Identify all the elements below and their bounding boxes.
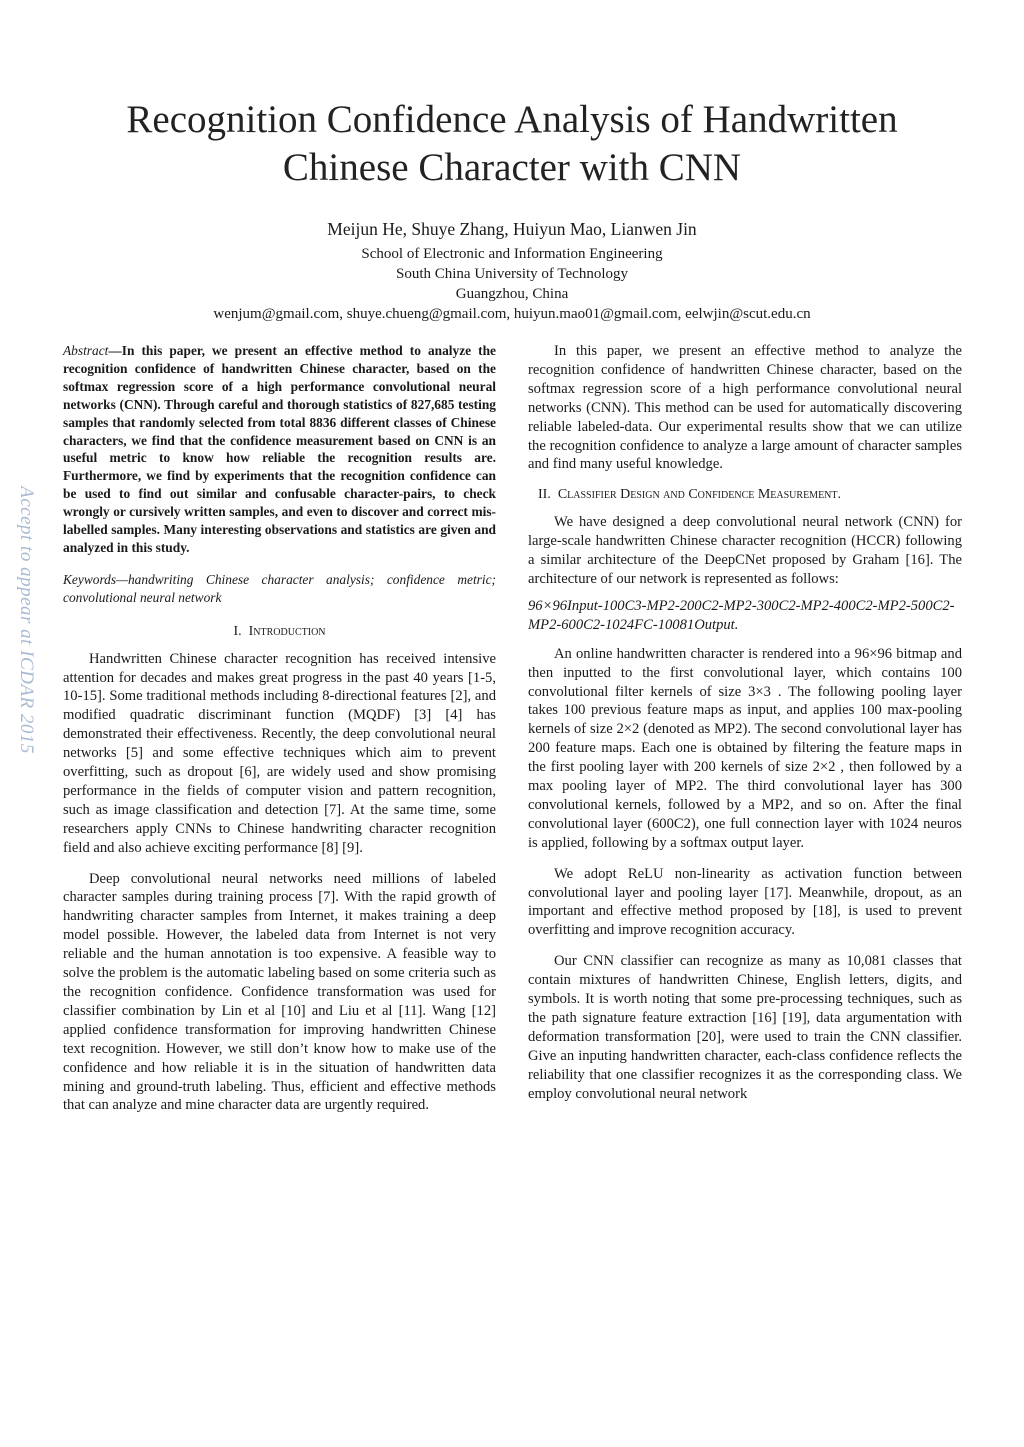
affiliation-block [0,244,1024,324]
affiliation-school: School of Electronic and Information Engineering [361,246,663,262]
right-column [528,342,962,1104]
intro-paragraph-3: In this paper, we present an effective method to analyze the recognition confidence of handwritten Chinese character, based on the softmax regression score of a high performance convolutional neural networks (CNN). This method can be used for automatically discovering reliable labeled-data. Our experimental results show that we can utilize the recognition confidence to analyze a large amount of character samples and find many useful knowledge. [528,343,962,473]
title-line-1: Recognition Confidence Analysis of Handwritten [126,98,898,141]
abstract-text: —In this paper, we present an effective method to analyze the recognition confidence of handwritten Chinese character, based on the softmax regression score of a high performance convolutional neural networks (CNN). Through careful and thorough statistics of 827,685 testing samples that randomly selected from total 8836 different classes of Chinese characters, we find that the confidence measurement based on CNN is an useful metric to know how reliable the recognition results are. Furthermore, we find by experiments that the recognition confidence can be used to find out similar and confusable character-pairs, to check wrongly or cursively written samples, and even to discover and correct mis-labelled samples. Many interesting observations and statistics are given and analyzed in this study. [63,343,496,555]
keywords: Keywords—handwriting Chinese character analysis; confidence metric; convolutional neural network [63,571,496,605]
title-line-2: Chinese Character with CNN [282,146,742,189]
intro-paragraph-2: Deep convolutional neural networks need millions of labeled character samples during training process [7]. With the rapid growth of handwriting character samples from Internet, it makes training a deep model possible. However, the labeled data from Internet is not very reliable and the human annotation is too expensive. A feasible way to solve the problem is the automatic labeling based on some criteria such as the recognition confidence. Confidence transformation was used for classifier combination by Lin et al [10] and Liu et al [11]. Wang [12] applied confidence transformation for improving handwritten Chinese text recognition. However, we still don’t know how to make use of the confidence and how reliable it is in the situation of handwritten data mining and ground-truth labeling. Thus, efficient and effective methods that can analyze and mine character data are urgently required. [63,870,496,1114]
section-title: Introduction [248,623,326,639]
intro-paragraph-1: Handwritten Chinese character recognition has received intensive attention for decades and makes great progress in the past 40 years [1-5, 10-15]. Some traditional methods including 8-directional features [2], and modified quadratic discriminant function (MQDF) [3] [4] has demonstrated their effectiveness. Recently, the deep convolutional neural networks [5] and some effective techniques which aim to prevent overfitting, such as dropout [6], are widely used and show promising performance in the fields of computer vision and pattern recognition, such as image classification and detection [7]. At the same time, some researchers apply CNNs to Chinese handwriting character recognition field and also achieve exciting performance [8] [9]. [63,650,496,856]
affiliation-university: South China University of Technology [396,266,628,282]
method-paragraph-3: Our CNN classifier can recognize as many as 10,081 classes that contain mixtures of handwritten Chinese, English letters, digits, and symbols. It is worth noting that some pre-processing techniques, such as the path signature feature extraction [16] [19], data argumentation with deformation transformation [20], were used to train the CNN classifier. Give an inputing handwritten character, each-class confidence reflects the reliability that one classifier recognizes it as the corresponding class. We employ convolutional neural network [528,953,962,1102]
network-architecture-formula: 96×96Input-100C3-MP2-200C2-MP2-300C2-MP2-400C2-MP2-500C2-MP2-600C2-1024FC-10081Output. [528,597,955,633]
method-paragraph-1: An online handwritten character is rendered into a 96×96 bitmap and then inputted to the first convolutional layer, which contains 100 convolutional filter kernels of size 3×3 . The following pooling layer takes 100 previous feature maps as input, and applies 100 max-pooling kernels of size 2×2 (denoted as MP2). The second convolutional layer has 200 feature maps. Each one is obtained by filtering the feature maps in the first pooling layer with 200 kernels of size 2×2 , then followed by a max pooling layer of MP2. The third convolutional layer has 300 convolutional kernels, followed by a MP2, and so on. After the final convolutional layer (600C2), one full connection layer with 1024 neuros is applied, following by a softmax output layer. [528,645,962,851]
architecture-paragraph: We have designed a deep convolutional neural network (CNN) for large-scale handwritten Chinese character recognition (HCCR) following a similar architecture of the DeepCNet proposed by Graham [16]. The architecture of our network is represented as follows: [528,514,962,587]
section-heading-classifier [538,486,962,505]
section-number: II. [538,487,551,503]
author-list: Meijun He, Shuye Zhang, Huiyun Mao, Lianwen Jin [327,219,697,239]
left-column [63,342,496,1115]
method-paragraph-2: We adopt ReLU non-linearity as activation function between convolutional layer and pooling layer [17]. Meanwhile, dropout, as an important and effective method proposed by [18], is used to prevent overfitting and improve recognition accuracy. [528,865,962,939]
section-heading-introduction [63,623,496,642]
paper-title [60,96,964,192]
affiliation-city: Guangzhou, China [455,286,569,302]
margin-watermark: Accept to appear at ICDAR 2015 [16,486,37,754]
abstract-label: Abstract [63,343,109,358]
section-title: Classifier Design and Confidence Measurement. [557,487,842,503]
section-number: I. [233,623,242,639]
author-emails: wenjum@gmail.com, shuye.chueng@gmail.com, huiyun.mao01@gmail.com, eelwjin@scut.edu.cn [213,306,811,322]
abstract [63,342,496,557]
